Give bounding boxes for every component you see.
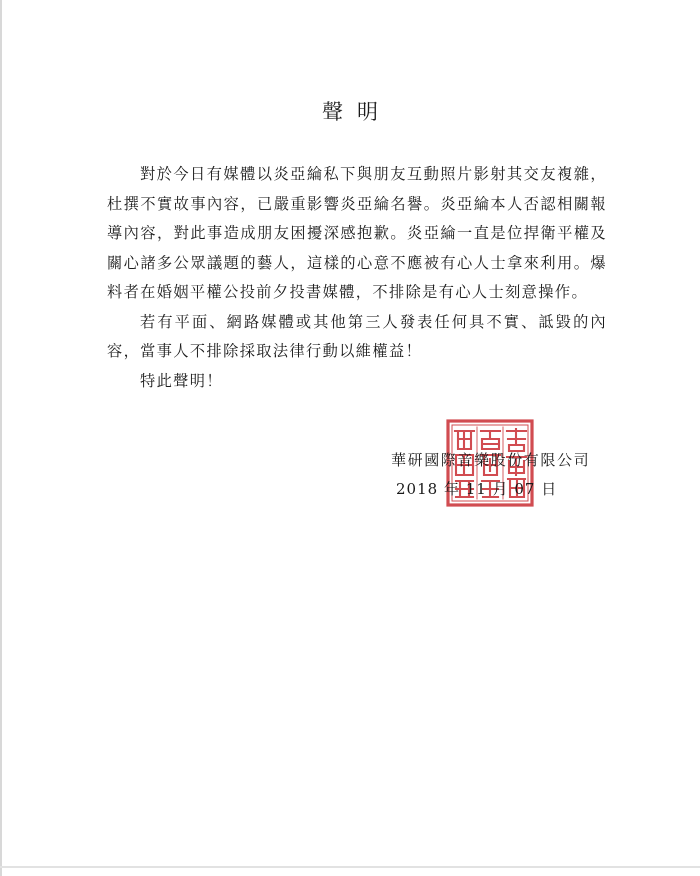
paragraph-2: 若有平面、網路媒體或其他第三人發表任何具不實、詆毀的內容，當事人不排除採取法律行動以維權益！	[107, 312, 607, 360]
page-edge-left	[0, 0, 2, 876]
paragraph-3: 特此聲明！	[140, 371, 223, 390]
paragraph-1: 對於今日有媒體以炎亞綸私下與朋友互動照片影射其交友複雜，杜撰不實故事內容，已嚴重影響炎亞綸名譽。炎亞綸本人否認相關報導內容，對此事造成朋友困擾深感抱歉。炎亞綸一直是位捍衛平權及關心諸多公眾議題的藝人，這樣的心意不應被有心人士拿來利用。爆料者在婚姻平權公投前夕投書媒體，不排除是有心人士刻意操作。	[107, 165, 607, 301]
statement-body	[107, 160, 607, 396]
page-edge-bottom	[0, 866, 700, 868]
signature-company: 華研國際音樂股份有限公司	[391, 451, 591, 469]
signature-date: 2018 年 11 月 07 日	[396, 480, 558, 498]
document-title: 聲明	[322, 100, 392, 124]
